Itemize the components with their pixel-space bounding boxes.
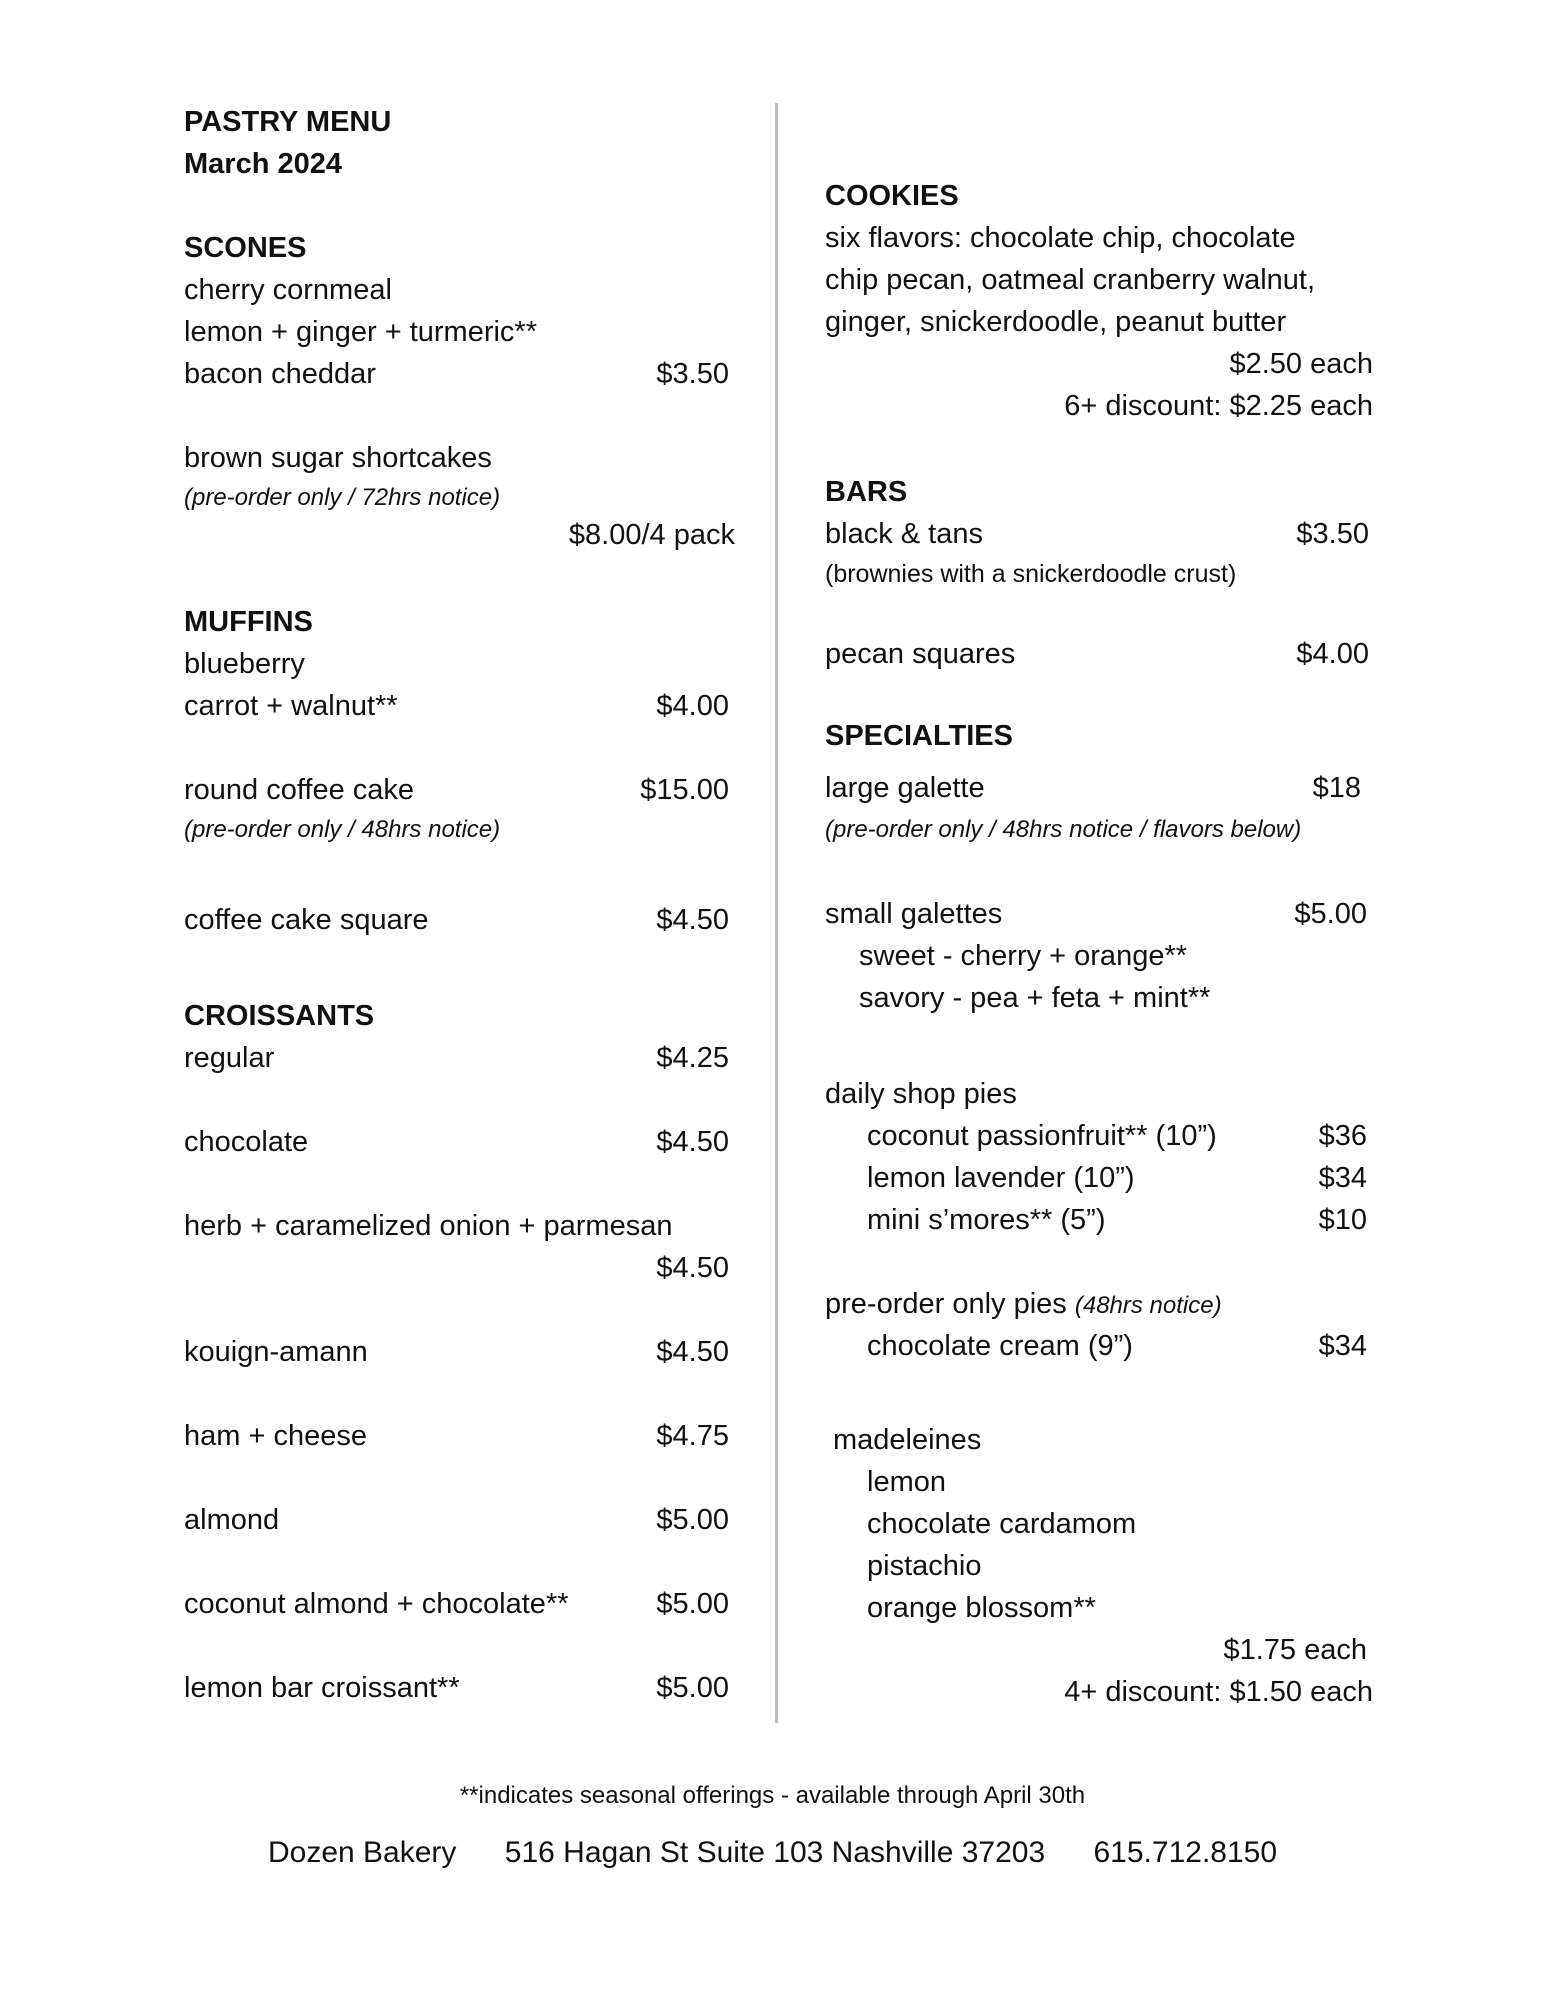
item-note: (brownies with a snickerdoodle crust) (825, 560, 1237, 588)
menu-item: kouign-amann (184, 1336, 368, 1368)
menu-item: daily shop pies (825, 1078, 1017, 1110)
footer (0, 1836, 1545, 1870)
discount: 6+ discount: $2.25 each (1064, 390, 1373, 422)
discount: 4+ discount: $1.50 each (1064, 1676, 1373, 1708)
price: $34 (1318, 1162, 1367, 1194)
sub-item: mini s’mores** (5”) (867, 1204, 1106, 1236)
price: $36 (1318, 1120, 1367, 1152)
bakery-name: Dozen Bakery (267, 1836, 457, 1869)
item-note: (48hrs notice) (1074, 1292, 1222, 1319)
price: $5.00 (1294, 898, 1367, 930)
price: $5.00 (656, 1504, 729, 1536)
sub-item: coconut passionfruit** (10”) (867, 1120, 1217, 1152)
menu-item: brown sugar shortcakes (184, 442, 492, 474)
cookies-heading: COOKIES (825, 180, 959, 212)
sub-item: lemon lavender (10”) (867, 1162, 1135, 1194)
cookies-line: ginger, snickerdoodle, peanut butter (825, 306, 1287, 338)
menu-item: lemon bar croissant** (184, 1672, 460, 1704)
price: $4.50 (656, 904, 729, 936)
price: $4.75 (656, 1420, 729, 1452)
specialties-heading: SPECIALTIES (825, 720, 1013, 752)
price: $3.50 (656, 358, 729, 390)
menu-item: madeleines (833, 1424, 982, 1456)
price: $8.00/4 pack (568, 519, 735, 551)
price: $10 (1318, 1204, 1367, 1236)
item-note: (pre-order only / 72hrs notice) (184, 484, 501, 511)
price: $4.00 (656, 690, 729, 722)
item-note: (pre-order only / 48hrs notice / flavors below) (825, 816, 1302, 843)
menu-title: PASTRY MENU (184, 106, 392, 138)
menu-item: coconut almond + chocolate** (184, 1588, 569, 1620)
price: $4.50 (656, 1252, 729, 1284)
price: $3.50 (1296, 518, 1369, 550)
price: $4.50 (656, 1336, 729, 1368)
bakery-address: 516 Hagan St Suite 103 Nashville 37203 (504, 1836, 1046, 1869)
scones-heading: SCONES (184, 232, 307, 264)
sub-item: chocolate cardamom (867, 1508, 1137, 1540)
bakery-phone: 615.712.8150 (1093, 1836, 1278, 1869)
item-note: (pre-order only / 48hrs notice) (184, 816, 501, 843)
menu-date: March 2024 (184, 148, 342, 180)
cookies-line: six flavors: chocolate chip, chocolate (825, 222, 1296, 254)
sub-item: lemon (867, 1466, 946, 1498)
seasonal-footnote: **indicates seasonal offerings - available through April 30th (459, 1782, 1086, 1809)
menu-item: herb + caramelized onion + parmesan (184, 1210, 673, 1242)
menu-item: pecan squares (825, 638, 1016, 670)
bars-heading: BARS (825, 476, 908, 508)
menu-item: carrot + walnut** (184, 690, 398, 722)
cookies-line: chip pecan, oatmeal cranberry walnut, (825, 264, 1316, 296)
menu-item: lemon + ginger + turmeric** (184, 316, 537, 348)
menu-item: black & tans (825, 518, 983, 550)
price: $1.75 each (1223, 1634, 1367, 1666)
menu-item: cherry cornmeal (184, 274, 392, 306)
menu-item: small galettes (825, 898, 1003, 930)
croissants-heading: CROISSANTS (184, 1000, 375, 1032)
menu-item: chocolate (184, 1126, 309, 1158)
price: $5.00 (656, 1588, 729, 1620)
price: $18 (1312, 772, 1361, 804)
muffins-heading: MUFFINS (184, 606, 313, 638)
price: $2.50 each (1229, 348, 1373, 380)
menu-item: almond (184, 1504, 280, 1536)
sub-item: sweet - cherry + orange** (859, 940, 1188, 972)
menu-item: regular (184, 1042, 275, 1074)
price: $34 (1318, 1330, 1367, 1362)
price: $5.00 (656, 1672, 729, 1704)
menu-item: round coffee cake (184, 774, 415, 806)
menu-item (825, 1290, 1222, 1319)
price: $4.25 (656, 1042, 729, 1074)
sub-item: savory - pea + feta + mint** (859, 982, 1211, 1014)
price: $15.00 (640, 774, 729, 806)
preorder-pies-label: pre-order only pies (825, 1288, 1067, 1320)
sub-item: chocolate cream (9”) (867, 1330, 1133, 1362)
menu-item: blueberry (184, 648, 305, 680)
menu-item: large galette (825, 772, 985, 804)
price: $4.00 (1296, 638, 1369, 670)
menu-item: coffee cake square (184, 904, 429, 936)
sub-item: orange blossom** (867, 1592, 1096, 1624)
menu-item: ham + cheese (184, 1420, 367, 1452)
menu-item: bacon cheddar (184, 358, 376, 390)
sub-item: pistachio (867, 1550, 982, 1582)
column-divider (775, 103, 778, 1723)
price: $4.50 (656, 1126, 729, 1158)
